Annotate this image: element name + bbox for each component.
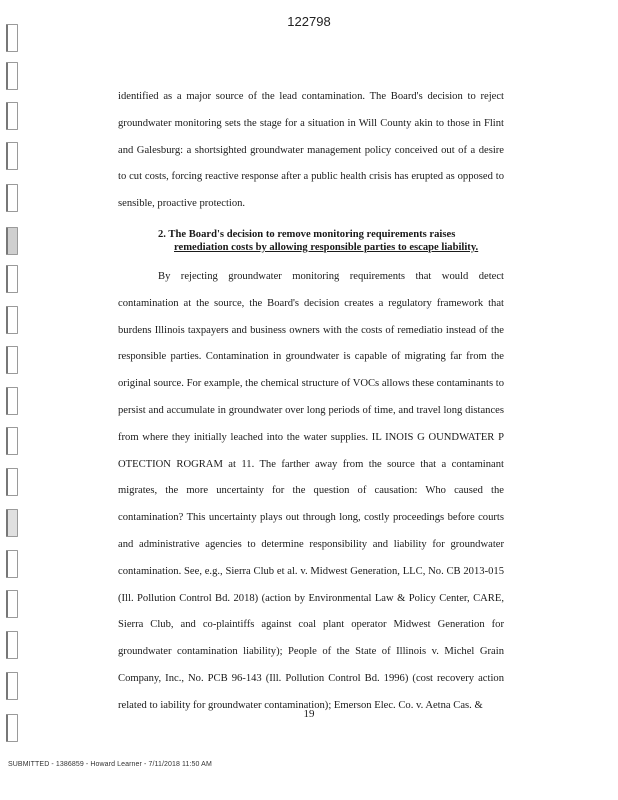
heading-line-2: remediation costs by allowing responsible parties to escape liability.: [174, 241, 479, 253]
section-heading: [118, 228, 504, 254]
heading-line-1: The Board's decision to remove monitoring requirements raises: [168, 228, 456, 240]
submission-stamp: SUBMITTED - 1386859 - Howard Learner - 7/11/2018 11:50 AM: [8, 761, 212, 768]
paragraph-body: By rejecting groundwater monitoring requirements that would detect contamination at the source, the Board's decision creates a regulatory framework that burdens Illinois taxpayers and business owners with the costs of remediatio instead of the responsible parties. Contamination in groundwater is capable of migrating far from the original source. For example, the chemical structure of VOCs allows these contaminants to persist and accumulate in groundwater over long periods of time, and travel long distances from where they initially leached into the water supplies. IL INOIS G OUNDWATER P OTECTION ROGRAM at 11. The farther away from the source that a contaminant migrates, the more uncertainty for the question of causation: Who caused the contamination? This uncertainty plays out through long, costly proceedings before courts and administrative agencies to determine responsibility and liability for groundwater contamination. See, e.g., Sierra Club et al. v. Midwest Generation, LLC, No. CB 2013-015 (Ill. Pollution Control Bd. 2018) (action by Environmental Law & Policy Center, CARE, Sierra Club, and co-plaintiffs against coal plant operator Midwest Generation for groundwater contamination liability); People of the State of Illinois v. Michel Grain Company, Inc., No. PCB 96-143 (Ill. Pollution Control Bd. 1996) (cost recovery action related to iability for groundwater contamination); Emerson Elec. Co. v. Aetna Cas. &: [118, 270, 504, 711]
document-id: 122798: [287, 14, 331, 29]
left-margin-scan-marks: [6, 22, 20, 762]
page-number: 19: [303, 708, 315, 720]
paragraph-continuation: identified as a major source of the lead contamination. The Board's decision to reject groundwater monitoring sets the stage for a situation in Will County akin to those in Flint and Galesburg: a shortsighted groundwater management policy conceived out of a desire to cut costs, forcing reactive response after a public health crisis has erupted as opposed to sensible, proactive protection.: [118, 91, 504, 210]
heading-number: 2.: [158, 228, 166, 240]
document-body: [118, 84, 504, 720]
